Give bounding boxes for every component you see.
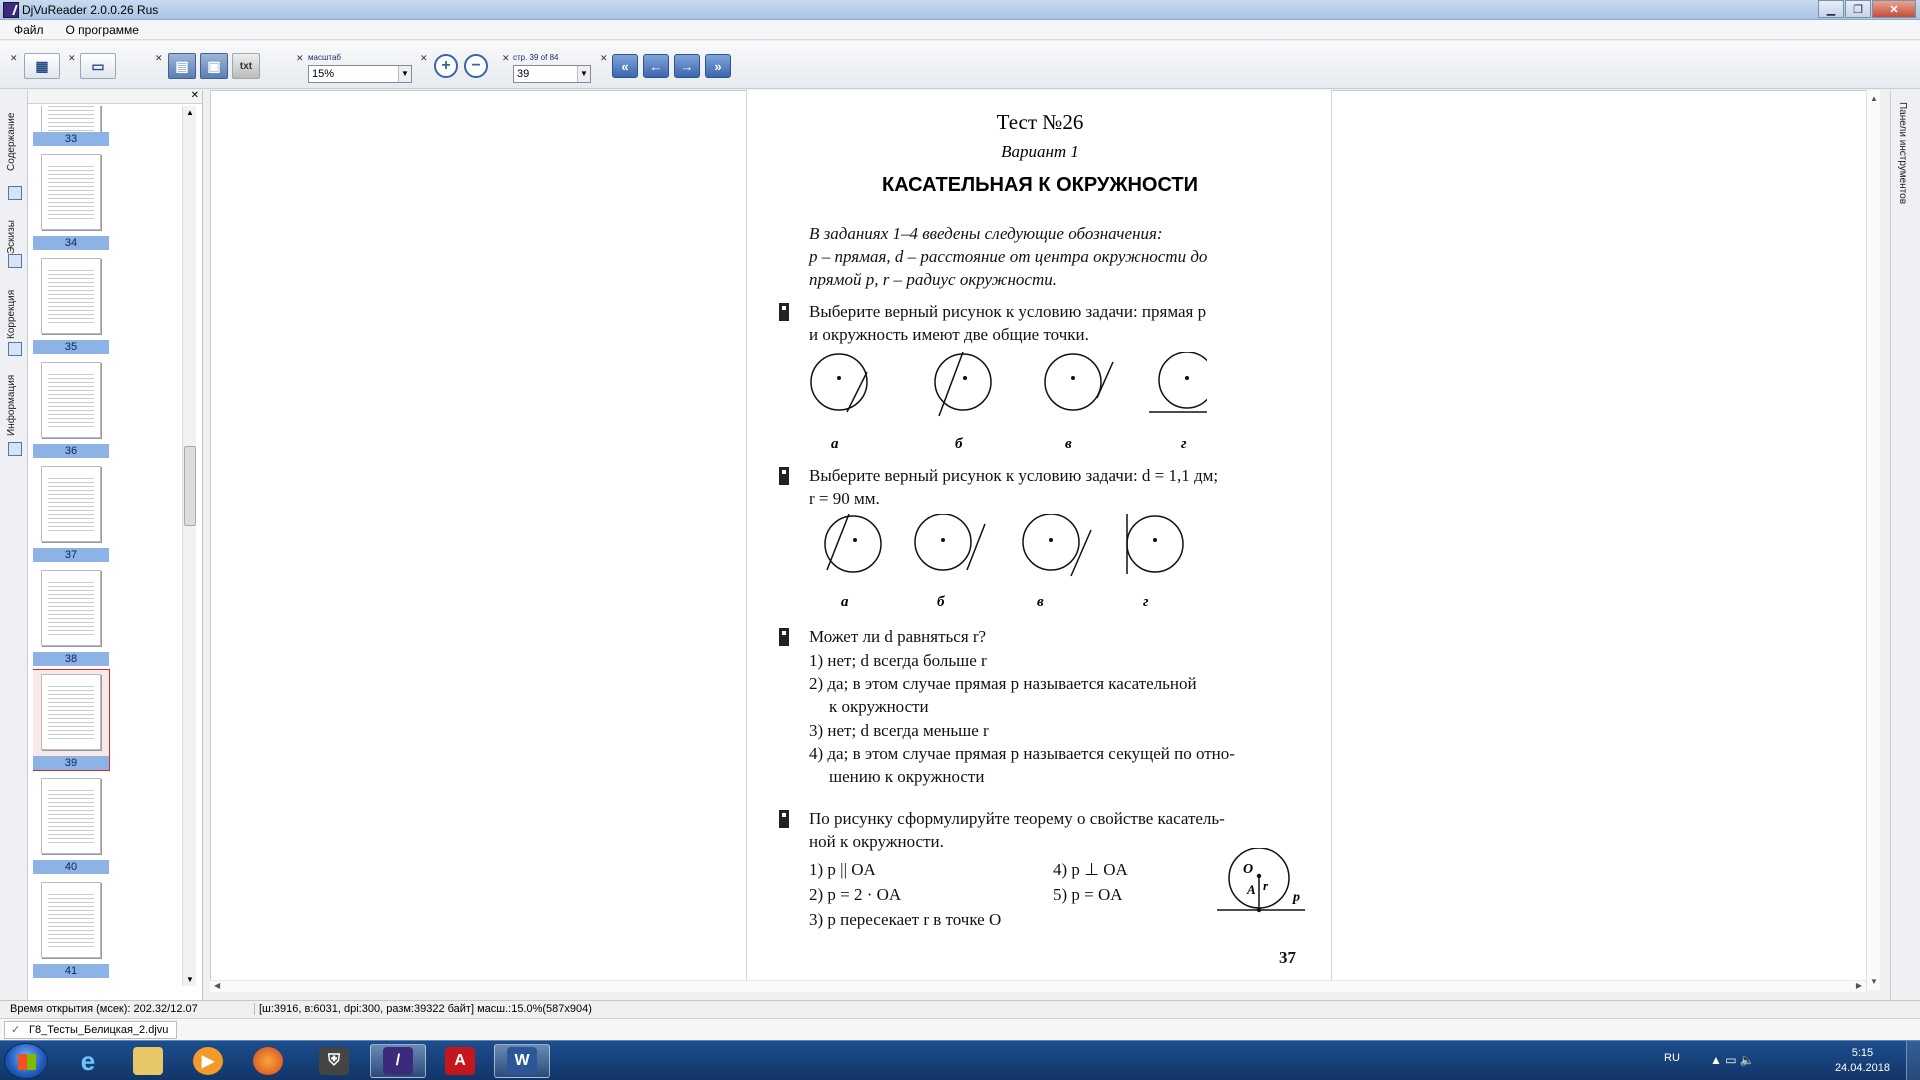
text-mode-button[interactable]: txt xyxy=(232,53,260,79)
thumbnail-image xyxy=(41,362,101,438)
thumbnail-list xyxy=(33,106,179,986)
thumbnail-panel-header xyxy=(28,90,202,104)
chevron-down-icon: ▼ xyxy=(398,66,411,82)
tray-icons[interactable]: ▲ ▭ 🔈 xyxy=(1710,1053,1755,1067)
acrobat-icon: A xyxy=(445,1047,475,1075)
taskbar-djvureader[interactable] xyxy=(370,1044,426,1078)
start-button[interactable] xyxy=(4,1043,48,1079)
scroll-up-icon[interactable]: ▲ xyxy=(186,108,194,117)
file-tab-bar xyxy=(0,1018,1920,1040)
scroll-left-icon[interactable]: ◀ xyxy=(214,981,221,990)
window-title: DjVuReader 2.0.0.26 Rus xyxy=(22,3,159,17)
thumbnail-number: 40 xyxy=(33,860,109,874)
taskbar-game[interactable] xyxy=(306,1044,362,1078)
page-number: 37 xyxy=(1279,948,1296,967)
thumbnail-page-36[interactable] xyxy=(33,358,109,458)
thumbnail-image xyxy=(41,674,101,750)
toolbar-group-close-icon[interactable]: ✕ xyxy=(600,53,608,63)
q3-line-1: Может ли d равняться r? xyxy=(809,627,987,646)
file-tab[interactable]: ✓ Г8_Тесты_Белицкая_2.djvu xyxy=(4,1021,177,1039)
media-player-icon: ▶ xyxy=(193,1047,223,1075)
taskbar-word[interactable] xyxy=(494,1044,550,1078)
question-4-marker xyxy=(779,810,789,828)
thumbnail-page-35[interactable] xyxy=(33,254,109,354)
thumbnail-image xyxy=(41,882,101,958)
q4-option-5: 5) p = OA xyxy=(1053,885,1123,904)
status-bar xyxy=(0,1000,1920,1018)
folder-icon xyxy=(133,1047,163,1075)
thumbnail-image xyxy=(41,258,101,334)
q4-line-2: ной к окружности. xyxy=(809,832,944,851)
q4-line-1: По рисунку сформулируйте теорему о свойстве касатель- xyxy=(809,809,1225,828)
zoom-label: масштаб xyxy=(308,53,341,62)
q3-option-2-cont: к окружности xyxy=(829,697,929,716)
q1-label-v: в xyxy=(1065,436,1072,452)
thumbnail-image xyxy=(41,778,101,854)
thumbnail-number: 36 xyxy=(33,444,109,458)
thumbnail-page-40[interactable] xyxy=(33,774,109,874)
q4-option-1: 1) p || OA xyxy=(809,860,876,879)
scroll-down-icon[interactable]: ▼ xyxy=(186,975,194,984)
thumbnail-image xyxy=(41,466,101,542)
tools-panel-strip xyxy=(1890,90,1920,1000)
thumbnail-number: 37 xyxy=(33,548,109,562)
toolbar xyxy=(0,41,1920,89)
show-desktop-button[interactable] xyxy=(1906,1041,1920,1080)
status-document-info: [ш:3916, в:6031, dpi:300, разм:39322 байт] масш.:15.0%(587x904) xyxy=(254,1003,592,1015)
word-icon: W xyxy=(507,1047,537,1075)
tab-contents[interactable]: Содержание xyxy=(6,112,17,172)
q2-line-1: Выберите верный рисунок к условию задачи: d = 1,1 дм; xyxy=(809,466,1219,485)
intro-line-2: p – прямая, d – расстояние от центра окружности до xyxy=(809,247,1208,266)
zoom-value: 15% xyxy=(312,68,335,80)
q4-option-4: 4) p ⊥ OA xyxy=(1053,860,1128,879)
system-tray xyxy=(1620,1041,1920,1080)
thumbnail-page-33[interactable] xyxy=(33,106,109,146)
document-vertical-scrollbar[interactable] xyxy=(1866,90,1880,990)
thumbnails-icon[interactable] xyxy=(8,254,22,268)
q1-line-1: Выберите верный рисунок к условию задачи: прямая p xyxy=(809,302,1207,321)
taskbar xyxy=(0,1040,1920,1080)
test-heading: КАСАТЕЛЬНАЯ К ОКРУЖНОСТИ xyxy=(882,174,1198,196)
q1-label-b: б xyxy=(955,436,963,452)
menu-bar xyxy=(0,20,1920,40)
scroll-up-icon[interactable]: ▲ xyxy=(1870,94,1878,103)
q1-label-a: а xyxy=(831,436,839,452)
thumbnail-number: 39 xyxy=(33,756,109,770)
document-horizontal-scrollbar[interactable] xyxy=(210,980,1866,992)
firefox-icon xyxy=(253,1047,283,1075)
q4-figure-label-p: p xyxy=(1293,890,1300,905)
q1-label-g: г xyxy=(1181,436,1187,452)
q1-line-2: и окружность имеют две общие точки. xyxy=(809,325,1089,344)
info-icon[interactable] xyxy=(8,442,22,456)
thumbnail-scrollbar[interactable] xyxy=(182,106,196,986)
close-icon[interactable]: ✕ xyxy=(190,90,199,101)
title-bar xyxy=(0,0,1920,20)
tab-correction[interactable]: Коррекция xyxy=(6,289,17,339)
test-variant: Вариант 1 xyxy=(1001,142,1079,161)
question-1-marker xyxy=(779,303,789,321)
windows-logo-icon xyxy=(18,1054,36,1070)
q3-option-3: 3) нет; d всегда меньше r xyxy=(809,721,989,740)
q3-option-2: 2) да; в этом случае прямая p называется касательной xyxy=(809,674,1197,693)
scroll-right-icon[interactable]: ▶ xyxy=(1855,981,1862,990)
thumbnail-page-38[interactable] xyxy=(33,566,109,666)
last-page-button[interactable]: » xyxy=(705,54,731,78)
toolbar-group-close-icon[interactable]: ✕ xyxy=(68,53,76,63)
page-select[interactable] xyxy=(513,65,591,83)
taskbar-explorer[interactable] xyxy=(120,1044,176,1078)
taskbar-acrobat[interactable] xyxy=(432,1044,488,1078)
language-indicator[interactable]: RU xyxy=(1664,1052,1680,1064)
zoom-in-button[interactable]: + xyxy=(434,54,458,78)
intro-line-1: В заданиях 1–4 введены следующие обозначения: xyxy=(809,224,1163,243)
tab-info[interactable]: Информация xyxy=(6,374,17,436)
scroll-down-icon[interactable]: ▼ xyxy=(1870,977,1878,986)
clock[interactable] xyxy=(1835,1046,1890,1076)
zoom-select[interactable] xyxy=(308,65,412,83)
toolbar-group-close-icon[interactable]: ✕ xyxy=(502,53,510,63)
thumbnail-number: 35 xyxy=(33,340,109,354)
thumbnail-number: 41 xyxy=(33,964,109,978)
internet-explorer-icon: e xyxy=(80,1045,96,1076)
wrench-icon[interactable] xyxy=(8,342,22,356)
taskbar-firefox[interactable] xyxy=(240,1044,296,1078)
status-open-time: Время открытия (мсек): 202.32/12.07 xyxy=(10,1003,198,1015)
q4-option-3: 3) p пересекает r в точке O xyxy=(809,910,1002,929)
q2-line-2: r = 90 мм. xyxy=(809,489,880,508)
minimize-button[interactable]: ▁ xyxy=(1818,0,1844,18)
q3-option-1: 1) нет; d всегда больше r xyxy=(809,651,987,670)
question-2-marker xyxy=(779,467,789,485)
q2-label-a: а xyxy=(841,594,849,610)
thumbnail-number: 33 xyxy=(33,132,109,146)
q4-figure-label-r: r xyxy=(1263,878,1269,893)
toolbar-group-close-icon[interactable]: ✕ xyxy=(420,53,428,63)
intro-line-3: прямой p, r – радиус окружности. xyxy=(809,270,1058,289)
thumbnail-panel xyxy=(28,90,203,1000)
q2-label-b: б xyxy=(937,594,945,610)
next-page-button[interactable]: → xyxy=(674,54,700,78)
q3-option-4-cont: шению к окружности xyxy=(829,767,985,786)
shield-icon: ⛨ xyxy=(319,1047,349,1075)
left-tab-strip xyxy=(0,90,28,1000)
djvureader-icon: / xyxy=(383,1047,413,1075)
chevron-down-icon: ▼ xyxy=(577,66,590,82)
view-mode-dropdown-button[interactable]: ▦ xyxy=(24,53,60,79)
menu-about[interactable]: О программе xyxy=(65,22,139,37)
window-controls xyxy=(1817,0,1916,18)
contents-icon[interactable] xyxy=(8,186,22,200)
thumbnail-image xyxy=(41,570,101,646)
question-3-marker xyxy=(779,628,789,646)
tab-toolbars[interactable]: Панели инструментов xyxy=(1897,102,1908,205)
thumbnail-page-41[interactable] xyxy=(33,878,109,978)
thumbnail-page-39[interactable] xyxy=(33,670,109,770)
image-mode-icon[interactable]: ▣ xyxy=(200,53,228,79)
thumbnail-number: 38 xyxy=(33,652,109,666)
previous-page-button[interactable]: ← xyxy=(643,54,669,78)
first-page-button[interactable]: « xyxy=(612,54,638,78)
q2-figures xyxy=(807,514,1207,590)
app-icon xyxy=(3,2,19,18)
q2-label-g: г xyxy=(1143,594,1149,610)
thumbnail-page-34[interactable] xyxy=(33,150,109,250)
scrollbar-thumb[interactable] xyxy=(184,446,196,526)
color-mode-icon[interactable]: ▤ xyxy=(168,53,196,79)
document-page xyxy=(746,90,1332,980)
toolbar-group-close-icon[interactable]: ✕ xyxy=(155,53,163,63)
menu-file[interactable]: Файл xyxy=(14,22,44,37)
page-layout-dropdown-button[interactable]: ▭ xyxy=(80,53,116,79)
q4-option-2: 2) p = 2 · OA xyxy=(809,885,902,904)
thumbnail-page-37[interactable] xyxy=(33,462,109,562)
taskbar-media-player[interactable] xyxy=(180,1044,236,1078)
q3-option-4: 4) да; в этом случае прямая p называется секущей по отно- xyxy=(809,744,1235,763)
thumbnail-number: 34 xyxy=(33,236,109,250)
clock-time: 5:15 xyxy=(1851,1047,1874,1059)
q1-figures xyxy=(807,352,1207,432)
clock-date: 24.04.2018 xyxy=(1834,1062,1890,1074)
q2-label-v: в xyxy=(1037,594,1044,610)
page-value: 39 xyxy=(517,68,530,80)
test-title: Тест №26 xyxy=(996,110,1084,134)
taskbar-internet-explorer[interactable] xyxy=(60,1044,116,1078)
close-button[interactable]: ✕ xyxy=(1872,0,1916,18)
tab-thumbnails[interactable]: Эскизы xyxy=(6,220,17,254)
toolbar-group-close-icon[interactable]: ✕ xyxy=(296,53,304,63)
q4-figure xyxy=(1217,848,1307,918)
maximize-button[interactable]: ❐ xyxy=(1845,0,1871,18)
thumbnail-image xyxy=(41,154,101,230)
q4-figure-label-A: A xyxy=(1247,882,1256,897)
zoom-out-button[interactable]: − xyxy=(464,54,488,78)
q4-figure-label-O: O xyxy=(1243,862,1254,877)
page-label: стр. 39 of 84 xyxy=(513,53,559,62)
toolbar-group-close-icon[interactable]: ✕ xyxy=(10,53,18,63)
